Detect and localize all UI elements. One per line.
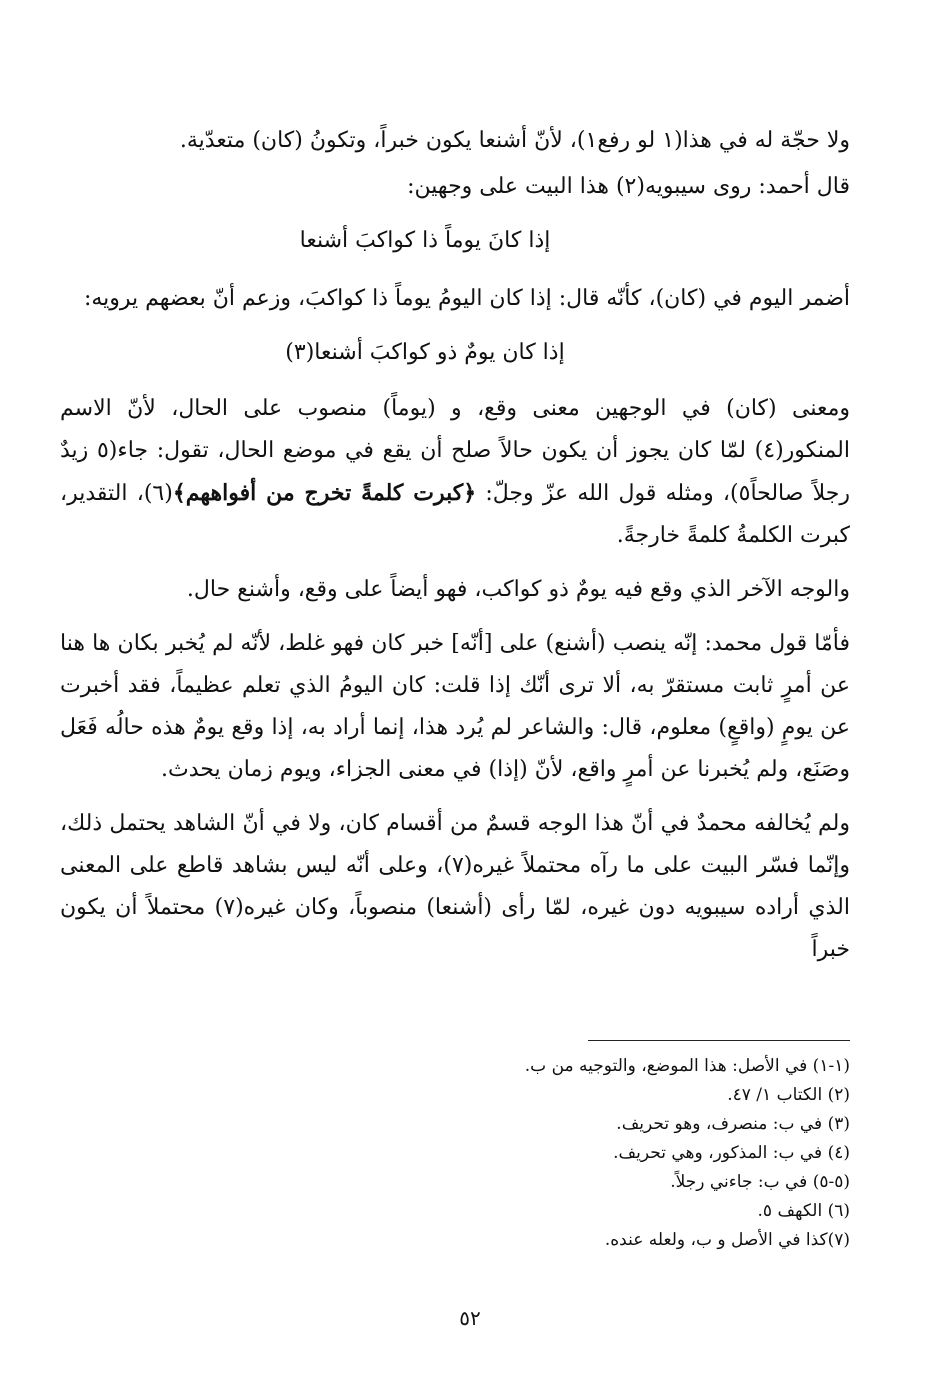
footnote-item: (٦) الكهف ٥. <box>757 1201 850 1221</box>
footnote-item: (٥-٥) في ب: جاءني رجلاً. <box>670 1172 850 1192</box>
verse-line-2: إذا كان يومٌ ذو كواكبَ أشنعا(٣) <box>285 340 565 365</box>
footnote-item: (٧)كذا في الأصل و ب، ولعله عنده. <box>604 1230 850 1250</box>
paragraph-no-argument: ولا حجّة له في هذا(١ لو رفع١)، لأنّ أشنعا يكون خبراً، وتكونُ (كان) متعدّية. <box>179 128 850 153</box>
paragraph-implied-subject: أضمر اليوم في (كان)، كأنّه قال: إذا كان اليومُ يوماً ذا كواكبَ، وزعم أنّ بعضهم يرويه: <box>83 286 850 311</box>
page-body <box>60 120 850 983</box>
footnote-item: (٢) الكتاب ١/ ٤٧. <box>727 1085 850 1105</box>
paragraph-muhammad-statement: فأمّا قول محمد: إنّه ينصب (أشنع) على [أنّه] خبر كان فهو غلط، لأنّه لم يُخبر بكان ها هنا عن أمرٍ ثابت مستقرّ به، ألا ترى أنّك إذا قلت: كان اليومُ الذي تعلم عظيماً، فقد أخبرت عن يومٍ (واقعٍ) معلوم، قال: والشاعر لم يُرد هذا، إنما أراد به، إذا وقع يومٌ هذه حالُه فَعَل وصَنَع، ولم يُخبرنا عن أمرٍ واقع، لأنّ (إذا) في معنى الجزاء، ويوم زمان يحدث. <box>60 631 850 782</box>
paragraph-meaning-of-kana <box>60 388 850 557</box>
meaning-text-start: ومعنى (كان) في الوجهين معنى وقع، و (يوماً) منصوب على الحال، لأنّ الاسم المنكور(٤) لمّا كان يجوز أن يكون حالاً صلح أن يقع في موضع الحال، تقول: جاء(٥ زيدٌ رجلاً صالحاً٥)، ومثله قول الله عزّ وجلّ: <box>60 396 851 506</box>
quran-quote: ﴿كبرت كلمةً تخرج من أفواههم﴾ <box>172 480 477 506</box>
footnote-divider <box>588 1040 850 1041</box>
paragraph-ahmad-says: قال أحمد: روى سيبويه(٢) هذا البيت على وجهين: <box>407 174 850 199</box>
footnote-item: (٤) في ب: المذكور، وهي تحريف. <box>613 1143 850 1163</box>
meaning-text-end: (٦)، التقدير، كبرت الكلمةُ كلمةً خارجةً. <box>60 481 850 548</box>
page-number: ٥٢ <box>459 1306 481 1330</box>
paragraph-other-face: والوجه الآخر الذي وقع فيه يومٌ ذو كواكب، فهو أيضاً على وقع، وأشنع حال. <box>186 577 850 602</box>
verse-line-1: إذا كانَ يوماً ذا كواكبَ أشنعا <box>299 228 551 253</box>
paragraph-disagreement: ولم يُخالفه محمدٌ في أنّ هذا الوجه قسمٌ من أقسام كان، ولا في أنّ الشاهد يحتمل ذلك، وإنّما فسّر البيت على ما رآه محتملاً غيره(٧)، وعلى أنّه ليس بشاهد قاطع على المعنى الذي أراده سيبويه دون غيره، لمّا رأى (أشنعا) منصوباً، وكان غيره(٧) محتملاً أن يكون خبراً <box>60 811 850 962</box>
footnote-item: (٣) في ب: منصرف، وهو تحريف. <box>616 1114 850 1134</box>
footnote-item: (١-١) في الأصل: هذا الموضع، والتوجيه من ب. <box>524 1056 850 1076</box>
footnotes-list <box>300 1052 850 1255</box>
